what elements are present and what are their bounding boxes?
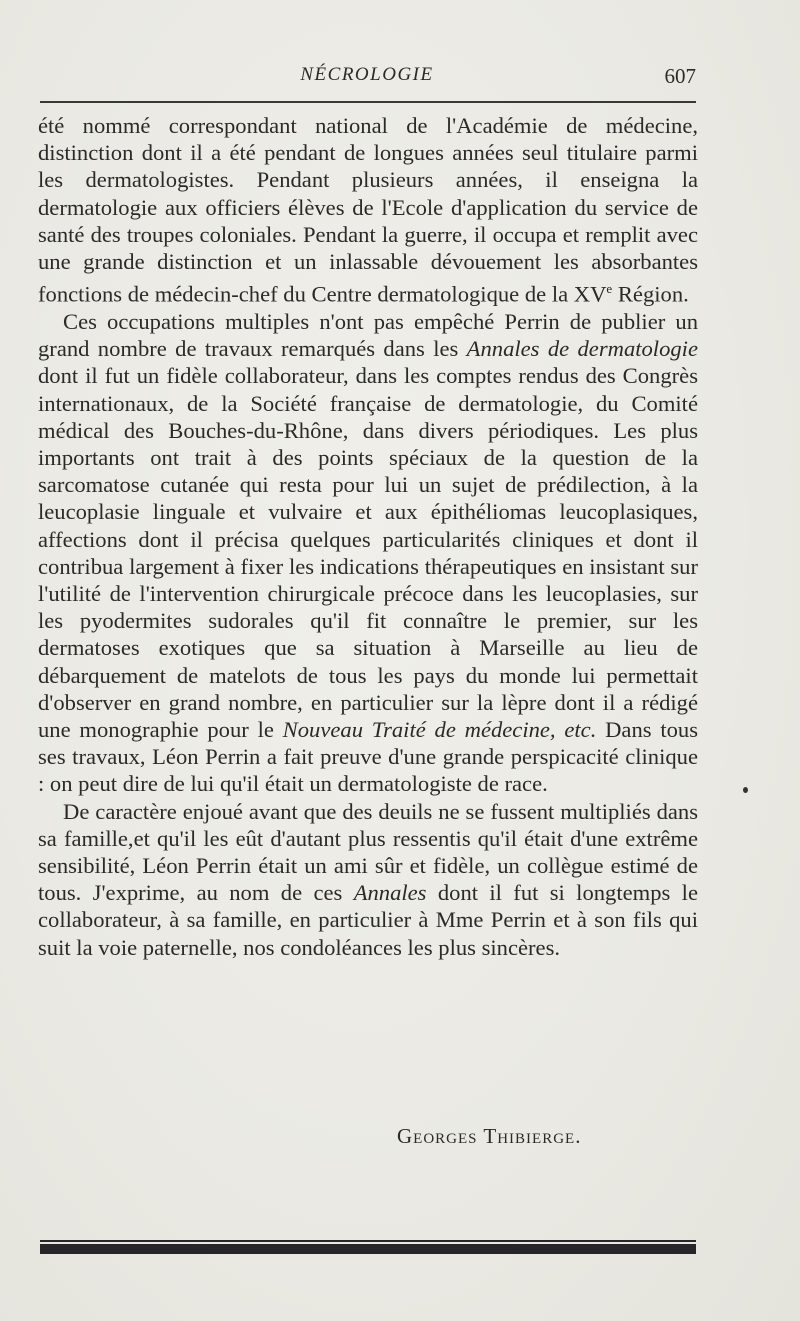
paragraph-2-text-c: Dans tous ses travaux, Léon Perrin a fait preuve d'une grande perspicacité clinique : on peut dire de lui qu'il était un dermatologiste de race. [38,717,698,797]
journal-name-annales: Annales [353,880,427,906]
author-signature: Georges Thibierge. [397,1124,582,1148]
footer-rule-thin [40,1240,696,1242]
superscript: e [606,281,613,297]
running-title: NÉCROLOGIE [300,64,434,85]
header-rule [40,101,696,103]
paragraph-3-text-b: dont il fut si longtemps le collaborateur, à sa famille, en particulier à Mme Perrin et à son fils qui suit la voie paternelle, nos condoléances les plus sincères. [38,880,698,960]
article-body [38,112,698,961]
page-number: 607 [664,64,696,88]
paragraph-1-text: été nommé correspondant national de l'Académie de médecine, distinction dont il a été pendant de longues années seul titulaire parmi les dermatologistes. Pendant plusieurs années, il enseigna la dermatologie aux officiers élèves de l'Ecole d'application du service de santé des troupes coloniales. Pendant la guerre, il occupa et remplit avec une grande distinction et un inlassable dévouement les absorbantes fonctions de médecin-chef du Centre dermatologique de la XV [38,113,698,307]
paragraph-1 [38,112,698,308]
running-header [38,58,696,94]
paragraph-1-end: Région. [612,281,689,307]
footer-rule-thick [40,1244,696,1254]
paragraph-3 [38,798,698,961]
paragraph-3-text-a: De caractère enjoué avant que des deuils ne se fussent multipliés dans sa famille,et qu'il les eût d'autant plus ressentis qu'il était d'une extrême sensibilité, Léon Perrin était un ami sûr et fidèle, un collègue estimé de tous. J'exprime, au nom de ces [38,798,698,906]
book-title-traite: Nouveau Traité de médecine, etc. [282,717,597,742]
paragraph-2 [38,308,698,798]
ink-speck [743,787,748,793]
paragraph-2-text-a: Ces occupations multiples n'ont pas empêché Perrin de publier un grand nombre de travaux remarqués dans les [38,308,698,362]
paragraph-2-text-b: dont il fut un fidèle collaborateur, dans les comptes rendus des Congrès internationaux, de la Société française de dermatologie, du Comité médical des Bouches-du-Rhône, dans divers périodiques. Les plus importants ont trait à des points spéciaux de la question de la sarcomatose cutanée qui resta pour lui un sujet de prédilection, à la leucoplasie linguale et vulvaire et aux épithéliomas leucoplasiques, affections dont il précisa quelques particularités cliniques et dont il contribua largement à fixer les indications thérapeutiques en insistant sur l'utilité de l'intervention chirurgicale précoce dans les leucoplasies, sur les pyodermites sudorales qu'il fit connaître le premier, sur les dermatoses exotiques que sa situation à Marseille au lieu de débarquement de matelots de tous les pays du monde lui permettait d'observer en grand nombre, en particulier sur la lèpre dont il a rédigé une monographie pour le [38,363,698,742]
journal-title-annales: Annales de dermatologie [466,336,698,362]
